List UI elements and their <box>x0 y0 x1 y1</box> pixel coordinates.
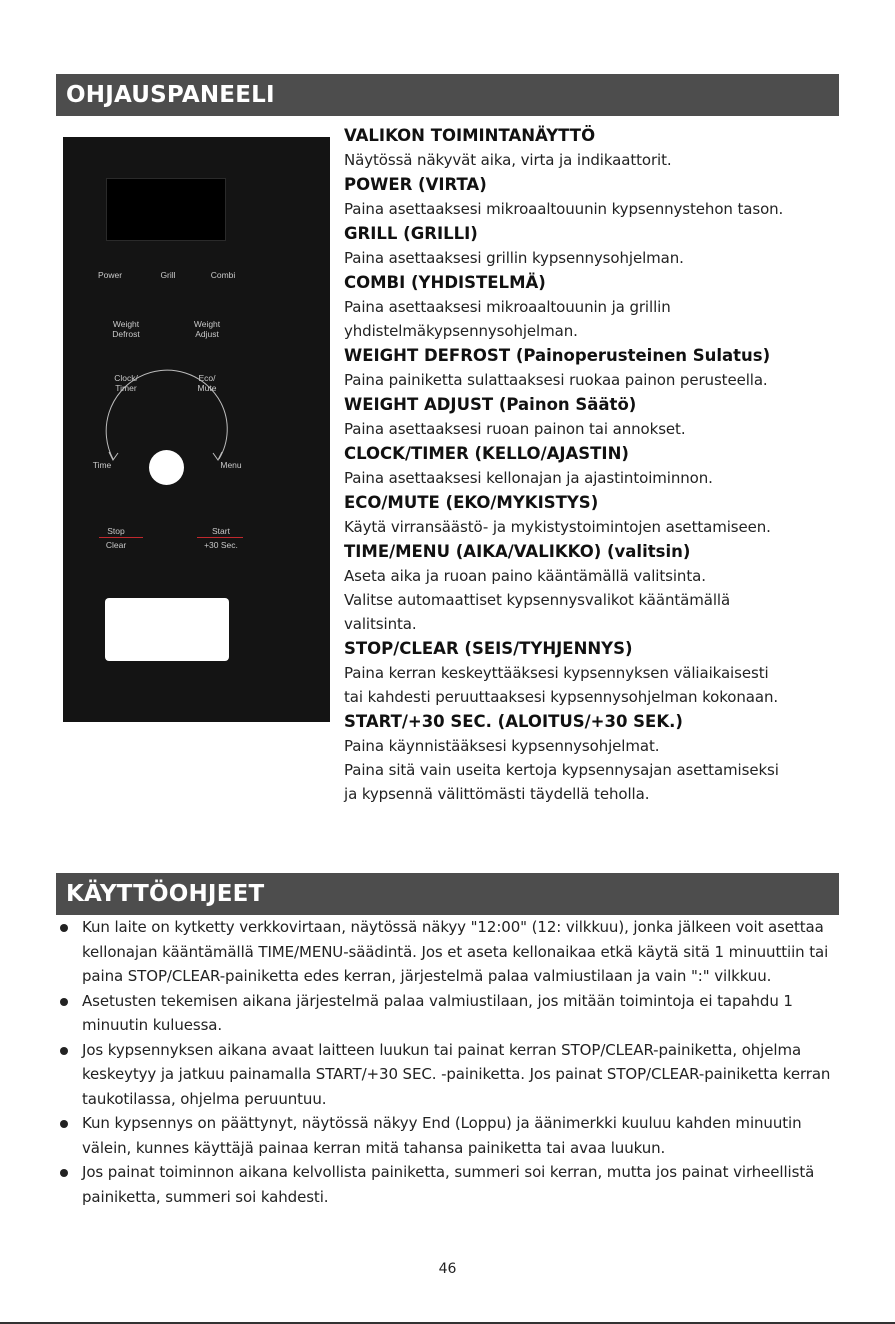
label-weight-adjust: Weight Adjust <box>193 319 221 339</box>
bullet-icon <box>60 998 68 1006</box>
description-text: Paina asettaaksesi mikroaaltouunin kypsennystehon tason. <box>344 200 784 218</box>
usage-item-text: Kun kypsennys on päättynyt, näytössä näkyy End (Loppu) ja äänimerkki kuuluu kahden minuutin välein, kunnes käyttäjä painaa kerran mitä tahansa painiketta tai avaa luukun. <box>82 1114 802 1157</box>
label-start: Start <box>212 526 230 536</box>
label-clock-timer: Clock/ Timer <box>114 373 138 393</box>
section-header-usage: KÄYTTÖOHJEET <box>56 873 839 915</box>
label-menu: Menu <box>220 460 242 470</box>
description-title: WEIGHT DEFROST (Painoperusteinen Sulatus) <box>344 346 771 365</box>
description-title: ECO/MUTE (EKO/MYKISTYS) <box>344 493 599 512</box>
description-title: STOP/CLEAR (SEIS/TYHJENNYS) <box>344 639 633 658</box>
description-title: START/+30 SEC. (ALOITUS/+30 SEK.) <box>344 712 683 731</box>
usage-item-text: Jos kypsennyksen aikana avaat laitteen luukun tai painat kerran STOP/CLEAR-painiketta, ohjelma keskeytyy ja jatkuu painamalla START/+30 SEC. -painiketta. Jos painat STOP/CLEAR-painiketta kerran taukotilassa, ohjelma peruuntuu. <box>82 1040 831 1108</box>
description-text: Käytä virransäästö- ja mykistystoimintojen asettamiseen. <box>344 518 771 536</box>
description-title: CLOCK/TIMER (KELLO/AJASTIN) <box>344 444 629 463</box>
bullet-icon <box>60 1120 68 1128</box>
usage-item <box>58 1160 848 1209</box>
section-header-control-panel: OHJAUSPANEELI <box>56 74 839 116</box>
bullet-icon <box>60 924 68 932</box>
time-menu-dial[interactable] <box>149 450 184 485</box>
description-title: WEIGHT ADJUST (Painon Säätö) <box>344 395 637 414</box>
usage-item-text: Kun laite on kytketty verkkovirtaan, näytössä näkyy "12:00" (12: vilkkuu), jonka jälkeen voit asettaa kellonajan kääntämällä TIME/MENU-säädintä. Jos et aseta kellonaikaa etkä käytä sitä 1 minuuttiin tai paina STOP/CLEAR-painiketta edes kerran, järjestelmä palaa valmiustilaan ja vain ":" vilkkuu. <box>82 918 829 985</box>
label-plus30: +30 Sec. <box>204 540 238 550</box>
usage-item <box>58 989 848 1038</box>
usage-item-text: Asetusten tekemisen aikana järjestelmä palaa valmiustilaan, jos mitään toimintoja ei tapahdu 1 minuutin kuluessa. <box>82 991 793 1034</box>
usage-list <box>58 915 848 1209</box>
description-text: Paina käynnistääksesi kypsennysohjelmat. Paina sitä vain useita kertoja kypsennysajan asettamiseksi ja kypsennä välittömästi täydellä teholla. <box>344 737 779 803</box>
usage-item <box>58 1038 848 1112</box>
label-clear: Clear <box>105 540 127 550</box>
dial-arc <box>63 137 330 477</box>
description-text: Aseta aika ja ruoan paino kääntämällä valitsinta. Valitse automaattiset kypsennysvalikot kääntämällä valitsinta. <box>344 567 731 633</box>
description-text: Paina asettaaksesi grillin kypsennysohjelman. <box>344 249 684 267</box>
label-grill: Grill <box>160 270 176 280</box>
label-weight-defrost: Weight Defrost <box>112 319 140 339</box>
description-title: POWER (VIRTA) <box>344 175 487 194</box>
description-title: COMBI (YHDISTELMÄ) <box>344 273 546 292</box>
usage-item <box>58 915 848 989</box>
description-text: Näytössä näkyvät aika, virta ja indikaattorit. <box>344 151 672 169</box>
description-text: Paina asettaaksesi kellonajan ja ajastintoiminnon. <box>344 469 713 487</box>
usage-item <box>58 1111 848 1160</box>
description-text: Paina asettaaksesi mikroaaltouunin ja grillin yhdistelmäkypsennysohjelman. <box>344 298 671 340</box>
label-time: Time <box>92 460 112 470</box>
usage-item-text: Jos painat toiminnon aikana kelvollista painiketta, summeri soi kerran, mutta jos painat virheellistä painiketta, summeri soi kahdesti. <box>82 1163 815 1206</box>
label-stop: Stop <box>107 526 125 536</box>
door-open-button[interactable] <box>105 598 229 661</box>
bullet-icon <box>60 1169 68 1177</box>
description-text: Paina painiketta sulattaaksesi ruokaa painon perusteella. <box>344 371 768 389</box>
description-text: Paina asettaaksesi ruoan painon tai annokset. <box>344 420 686 438</box>
description-text: Paina kerran keskeyttääksesi kypsennyksen väliaikaisesti tai kahdesti peruuttaaksesi kypsennysohjelman kokonaan. <box>344 664 779 706</box>
control-panel-image <box>63 137 330 722</box>
label-eco-mute: Eco/ Mute <box>197 373 217 393</box>
description-title: GRILL (GRILLI) <box>344 224 478 243</box>
bullet-icon <box>60 1047 68 1055</box>
description-title: TIME/MENU (AIKA/VALIKKO) (valitsin) <box>344 542 691 561</box>
start-divider <box>197 537 243 538</box>
descriptions-list <box>344 124 839 807</box>
description-title: VALIKON TOIMINTANÄYTTÖ <box>344 126 596 145</box>
label-combi: Combi <box>210 270 236 280</box>
page-number: 46 <box>438 1261 457 1277</box>
stop-divider <box>99 537 143 538</box>
label-power: Power <box>97 270 123 280</box>
